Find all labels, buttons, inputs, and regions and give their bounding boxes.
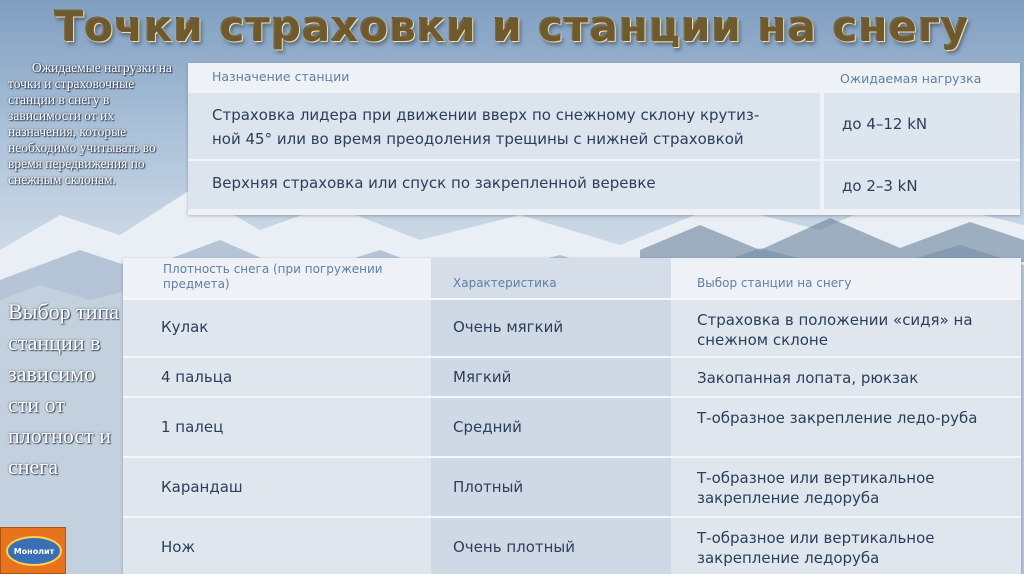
density-table — [123, 258, 1021, 574]
header-station-purpose: Назначение станции — [212, 69, 350, 84]
density-value: 1 палец — [161, 418, 224, 436]
header-station-choice: Выбор станции на снегу — [697, 276, 852, 290]
header-characteristic: Характеристика — [453, 276, 557, 290]
density-value: Нож — [161, 538, 195, 556]
loads-table — [188, 63, 1020, 215]
density-value: Кулак — [161, 318, 209, 336]
characteristic-value: Мягкий — [453, 368, 512, 386]
density-value: Карандаш — [161, 478, 243, 496]
table-row — [123, 456, 1021, 516]
header-expected-load: Ожидаемая нагрузка — [840, 71, 982, 86]
load-value: до 4–12 kN — [842, 115, 928, 133]
purpose-text-line1: Страховка лидера при движении вверх по снежному склону крутиз- — [212, 106, 760, 124]
table-row — [123, 396, 1021, 456]
table-row — [188, 93, 1020, 159]
density-value: 4 пальца — [161, 368, 233, 386]
station-value: Т-образное или вертикальное закрепление ледоруба — [697, 529, 935, 567]
table-row — [123, 298, 1021, 356]
station-value: Страховка в положении «сидя» на снежном склоне — [697, 311, 973, 349]
station-value: Т-образное закрепление ледо-руба — [697, 409, 978, 427]
logo-emblem — [6, 536, 62, 566]
characteristic-value: Очень мягкий — [453, 318, 564, 336]
load-value: до 2–3 kN — [842, 177, 918, 195]
logo-text: Монолит — [13, 546, 55, 556]
characteristic-value: Средний — [453, 418, 522, 436]
monolit-logo — [0, 527, 66, 574]
slide-title: Точки страховки и станции на снегу — [54, 2, 970, 51]
table-row — [123, 516, 1021, 574]
station-value: Закопанная лопата, рюкзак — [697, 369, 919, 387]
purpose-cell — [188, 161, 820, 209]
characteristic-value: Очень плотный — [453, 538, 576, 556]
header-snow-density: Плотность снега (при погружении предмета) — [163, 262, 383, 291]
table-row — [188, 161, 1020, 209]
table-row — [123, 356, 1021, 396]
loads-table-header — [188, 63, 1020, 93]
side-heading: Выбор типа станции в зависимо сти от плотност и снега — [8, 299, 120, 479]
purpose-cell — [188, 93, 820, 159]
station-value: Т-образное или вертикальное закрепление ледоруба — [697, 469, 935, 507]
purpose-text-line2: ной 45° или во время преодоления трещины с нижней страховкой — [212, 130, 744, 148]
characteristic-value: Плотный — [453, 478, 524, 496]
loads-note: Ожидаемые нагрузки на точки и страховочные станции в снегу в зависимости от их назначения, которые необходимо учитывать во время передвижения по снежным склонам. — [8, 60, 172, 187]
purpose-text-line1: Верхняя страховка или спуск по закрепленной веревке — [212, 174, 656, 192]
